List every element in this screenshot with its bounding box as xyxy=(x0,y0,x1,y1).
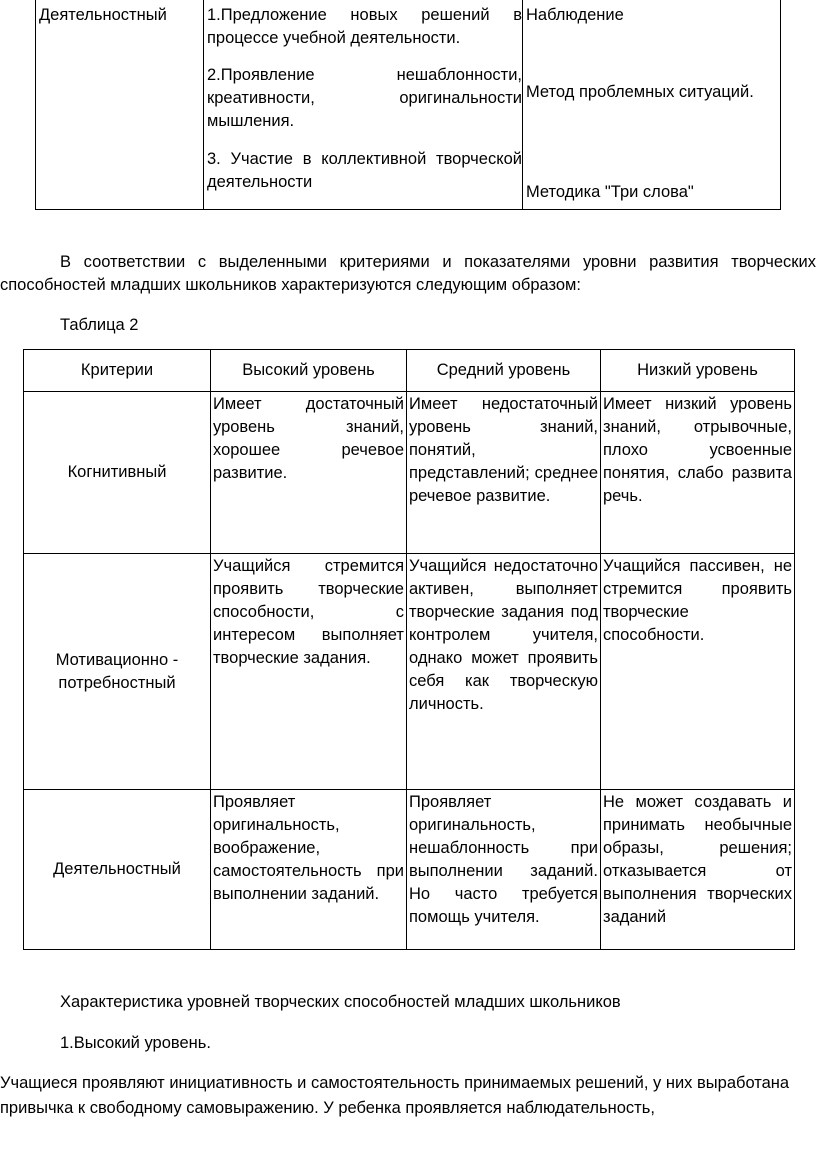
cell-low: Учащийся пассивен, не стремится проявить творческие способности. xyxy=(601,554,795,790)
table-row xyxy=(24,790,795,950)
row-criterion: Деятельностный xyxy=(24,790,211,950)
intro-paragraph: В соответствии с выделенными критериями и показателями уровни развития творческих способностей младших школьников характеризуются следующим образом: xyxy=(0,253,816,294)
cell-low: Не может создавать и принимать необычные образы, решения; отказывается от выполнения творческих заданий xyxy=(601,790,795,950)
table-divider xyxy=(203,0,204,209)
indicator-1: 1.Предложение новых решений в процессе учебной деятельности. xyxy=(207,6,522,47)
header-low: Низкий уровень xyxy=(601,350,795,392)
criteria-table-fragment xyxy=(35,0,781,210)
header-high: Высокий уровень xyxy=(211,350,407,392)
table-divider xyxy=(522,0,523,209)
header-criteria: Критерии xyxy=(24,350,211,392)
header-medium: Средний уровень xyxy=(407,350,601,392)
row-criterion: Когнитивный xyxy=(24,392,211,554)
cell-medium: Учащийся недостаточно активен, выполняет творческие задания под контролем учителя, однако может проявить себя как творческую личность. xyxy=(407,554,601,790)
cell-high: Учащийся стремится проявить творческие способности, с интересом выполняет творческие задания. xyxy=(211,554,407,790)
row-criterion: Мотивационно - потребностный xyxy=(24,554,211,790)
table-row xyxy=(24,554,795,790)
table-row xyxy=(24,392,795,554)
method-2: Метод проблемных ситуаций. xyxy=(526,83,754,101)
cell-high: Проявляет оригинальность, воображение, самостоятельность при выполнении заданий. xyxy=(211,790,407,950)
criterion-cell: Деятельностный xyxy=(39,6,167,24)
indicator-3: 3. Участие в коллективной творческой деятельности xyxy=(207,150,522,191)
method-3: Методика "Три слова" xyxy=(526,183,694,201)
table-header-row xyxy=(24,350,795,392)
levels-table xyxy=(23,349,795,950)
cell-medium: Проявляет оригинальность, нешаблонность при выполнении заданий. Но часто требуется помощь учителя. xyxy=(407,790,601,950)
method-1: Наблюдение xyxy=(526,6,624,24)
cell-medium: Имеет недостаточный уровень знаний, понятий, представлений; среднее речевое развитие. xyxy=(407,392,601,554)
cell-high: Имеет достаточный уровень знаний, хорошее речевое развитие. xyxy=(211,392,407,554)
final-paragraph: Учащиеся проявляют инициативность и самостоятельность принимаемых решений, у них выработана привычка к свободному самовыражению. У ребенка проявляется наблюдательность, xyxy=(0,1074,790,1117)
indicator-2: 2.Проявление нешаблонности, креативности, оригинальности мышления. xyxy=(207,66,522,130)
section-title: Характеристика уровней творческих способностей младших школьников xyxy=(60,993,621,1011)
table-caption: Таблица 2 xyxy=(60,316,139,334)
level-heading: 1.Высокий уровень. xyxy=(60,1034,211,1052)
cell-low: Имеет низкий уровень знаний, отрывочные, плохо усвоенные понятия, слабо развита речь. xyxy=(601,392,795,554)
